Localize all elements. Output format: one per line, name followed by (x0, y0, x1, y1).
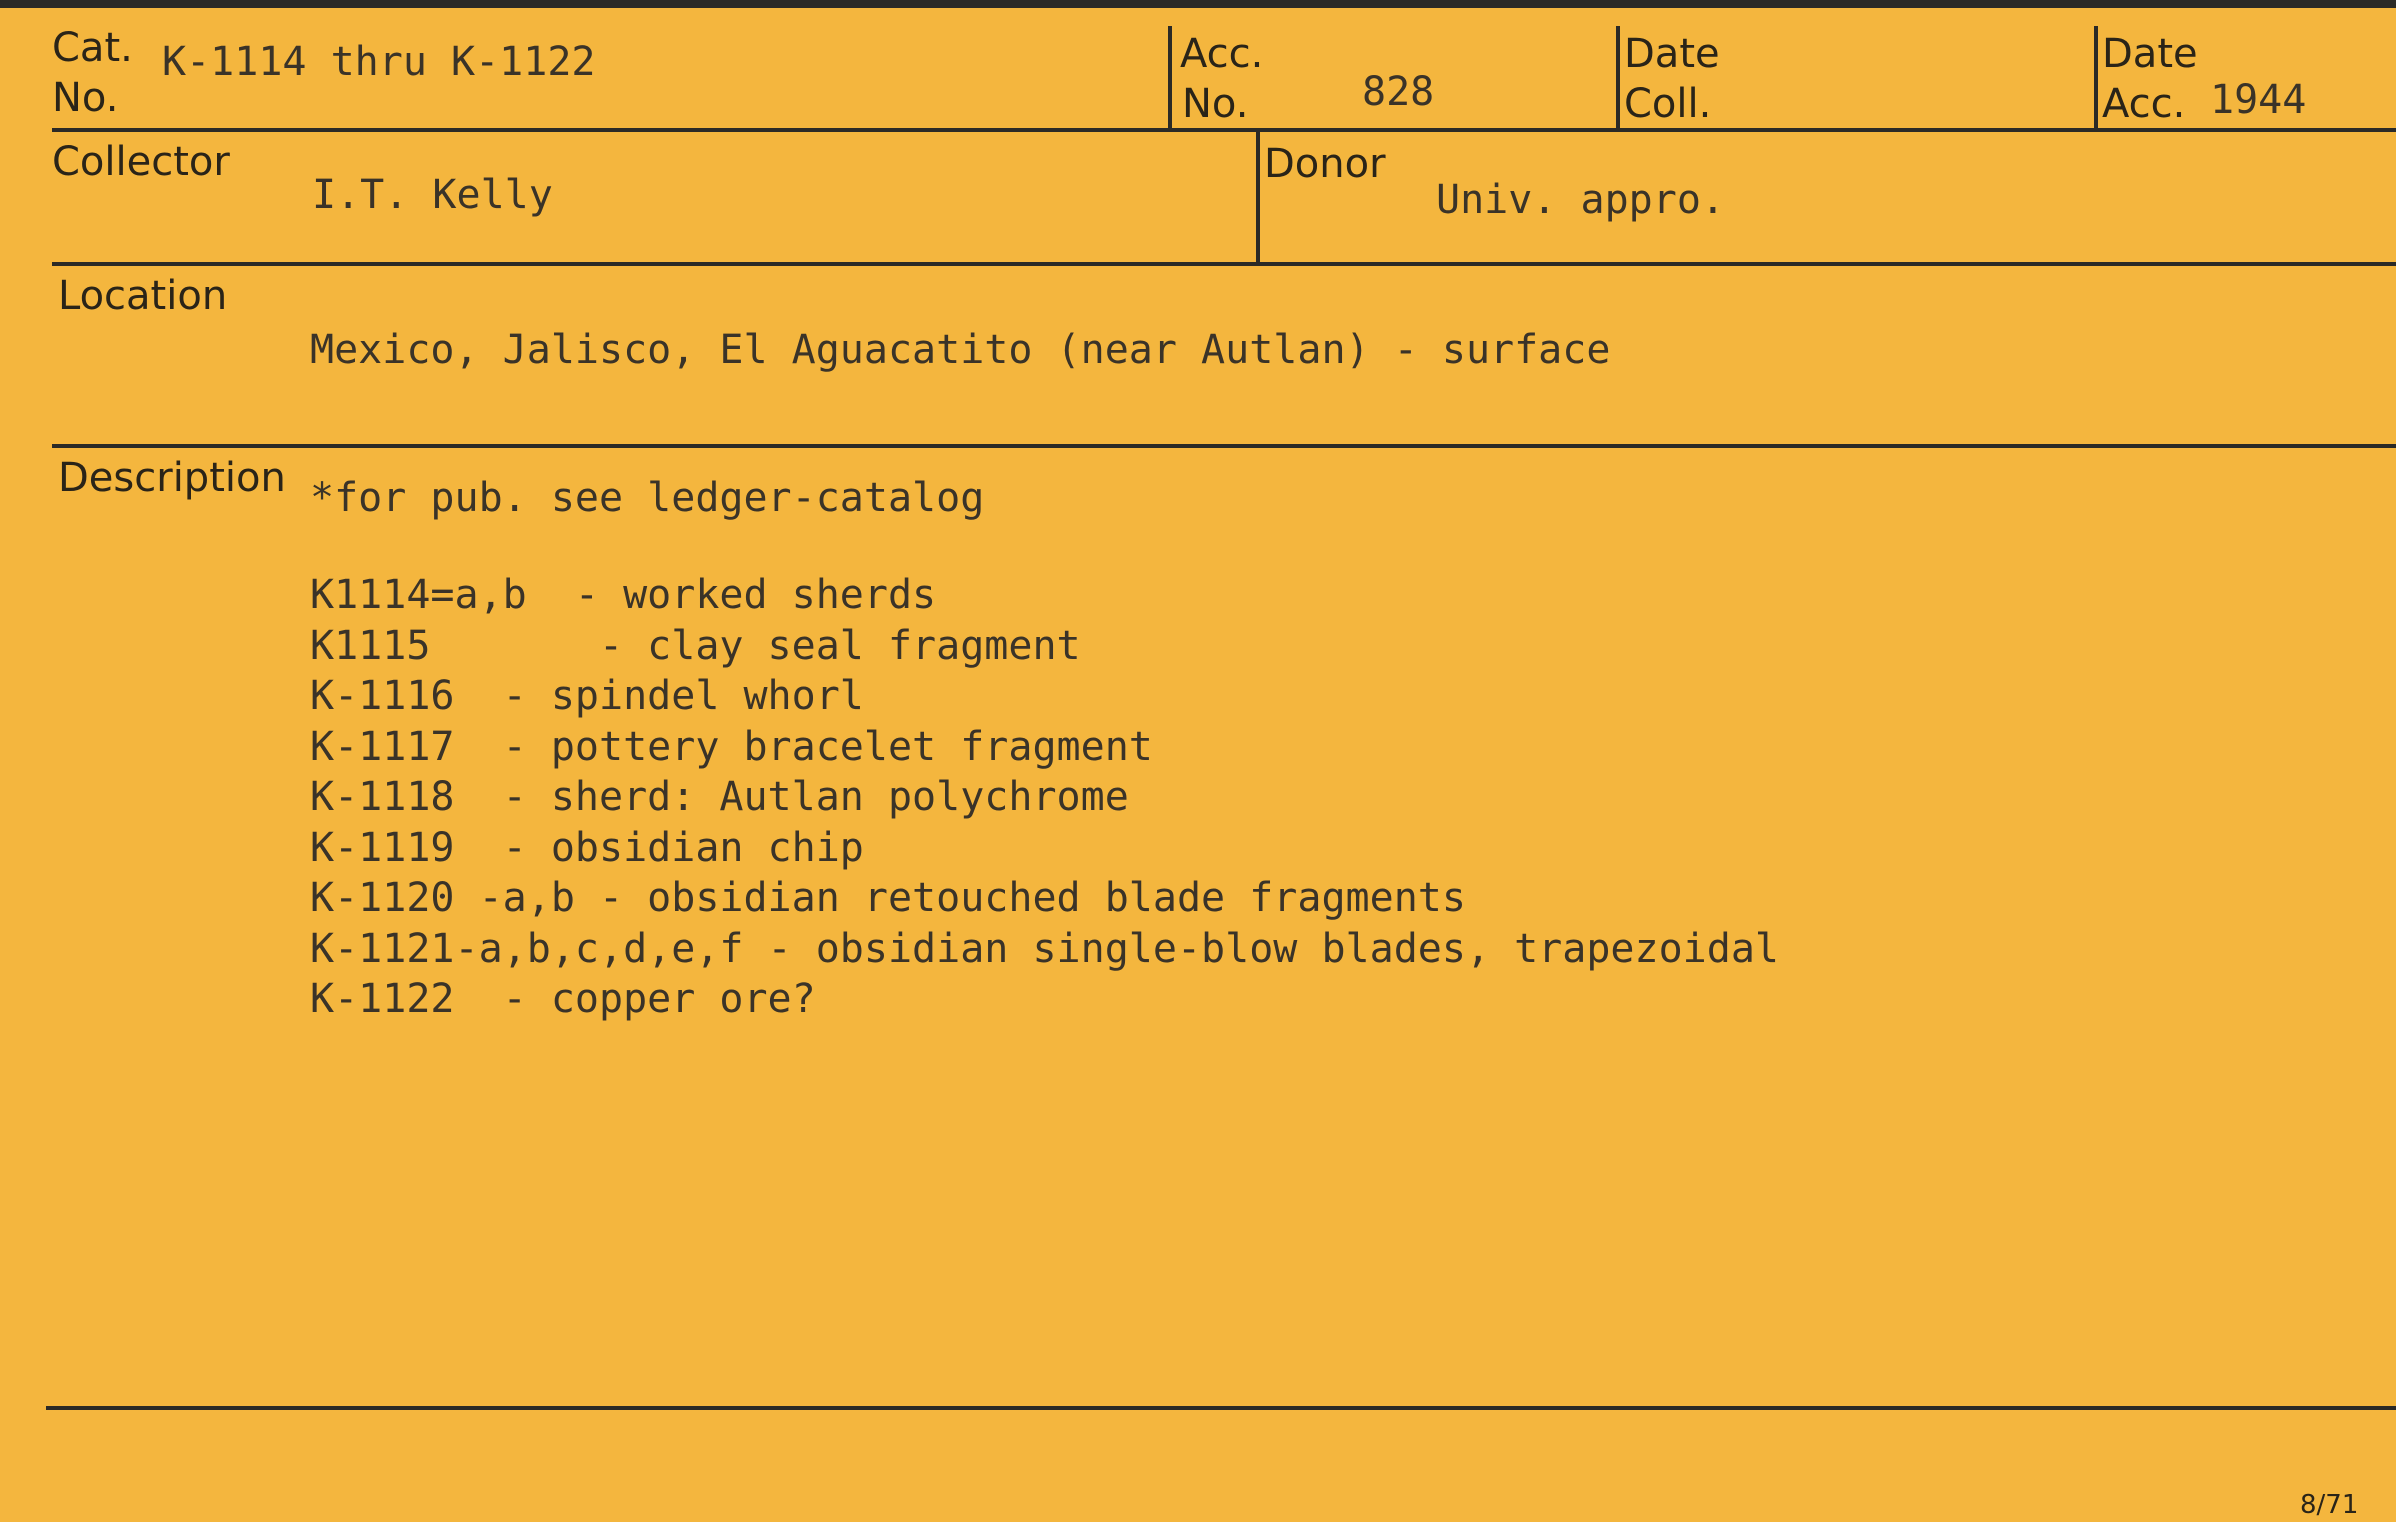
acc-no-value: 828 (1362, 69, 1435, 115)
description-line: K1114=a,b - worked sherds (310, 572, 937, 618)
description-line: K-1117 - pottery bracelet fragment (310, 723, 1153, 770)
date-coll-label-line2: Coll. (1624, 81, 1712, 127)
description-line: K-1121-a,b,c,d,e,f - obsidian single-blow blades, trapezoidal (310, 925, 1780, 972)
bottom-rule (46, 1406, 2396, 1410)
donor-label: Donor (1264, 141, 1386, 187)
donor-value: Univ. appro. (1436, 177, 1725, 223)
description-line: K1115 - clay seal fragment (310, 622, 1081, 669)
location-value: Mexico, Jalisco, El Aguacatito (near Autlan) - surface (310, 327, 1611, 373)
collector-value: I.T. Kelly (312, 172, 553, 218)
date-coll-label-line1: Date (1624, 31, 1720, 77)
location-label: Location (58, 273, 228, 319)
collector-label: Collector (52, 139, 230, 185)
divider-date-acc (2094, 26, 2098, 130)
acc-no-label-line2: No. (1182, 81, 1249, 127)
description-line: K-1116 - spindel whorl (310, 673, 864, 719)
date-acc-value: 1944 (2210, 77, 2307, 123)
date-acc-label-line1: Date (2102, 31, 2198, 77)
location-rule (52, 444, 2396, 448)
divider-date-coll (1616, 26, 1620, 130)
description-list (310, 570, 1779, 1025)
divider-donor (1256, 130, 1260, 264)
description-note: *for pub. see ledger-catalog (310, 475, 985, 521)
description-line: K-1122 - copper ore? (310, 976, 816, 1022)
cat-no-label-line1: Cat. (52, 25, 133, 71)
description-label: Description (58, 455, 286, 501)
date-acc-label-line2: Acc. (2102, 81, 2186, 127)
description-line: K-1118 - sherd: Autlan polychrome (310, 774, 1129, 820)
cat-no-label-line2: No. (52, 75, 119, 121)
cat-no-value: K-1114 thru K-1122 (162, 39, 596, 85)
header-rule (52, 128, 2396, 132)
description-line: K-1119 - obsidian chip (310, 824, 864, 871)
acc-no-label-line1: Acc. (1180, 31, 1264, 77)
description-line: K-1120 -a,b - obsidian retouched blade fragments (310, 875, 1466, 921)
collector-rule (52, 262, 2396, 266)
divider-acc (1168, 26, 1172, 130)
form-code: 8/71 (2300, 1490, 2359, 1520)
top-edge (0, 0, 2396, 8)
